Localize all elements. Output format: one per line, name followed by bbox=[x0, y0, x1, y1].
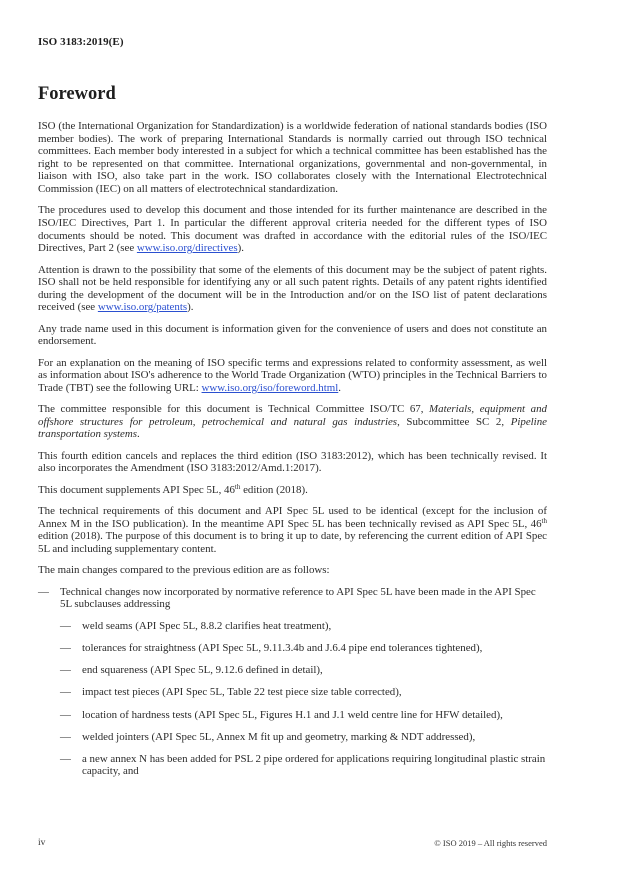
changes-list bbox=[38, 586, 547, 778]
superscript: th bbox=[541, 516, 547, 525]
paragraph-text: edition (2018). The purpose of this document is to bring it up to date, by referencing the current edition of API Spec 5L and including supplementary content. bbox=[38, 530, 547, 555]
dash-bullet: — bbox=[60, 619, 71, 632]
sublist-item-text: a new annex N has been added for PSL 2 pipe ordered for applications requiring longitudinal plastic strain capacity, and bbox=[82, 752, 546, 778]
paragraph-text: This document supplements API Spec 5L, 46 bbox=[38, 483, 235, 496]
paragraph-text: Attention is drawn to the possibility that some of the elements of this document may be the subject of patent rights. ISO shall not be held responsible for identifying any or all such patent rights. Details of any patent rights identified during the development of the document will be in the Introduction and/or on the ISO list of patent declarations received (see bbox=[38, 263, 547, 314]
dash-bullet: — bbox=[60, 686, 71, 699]
page-title: Foreword bbox=[38, 84, 116, 104]
paragraph-text: For an explanation on the meaning of ISO specific terms and expressions related to conformity assessment, as well as information about ISO's adherence to the World Trade Organization (WTO) principles in the Technical Barriers to Trade (TBT) see the following URL: bbox=[38, 356, 547, 394]
paragraph-text: The technical requirements of this document and API Spec 5L used to be identical (except for the inclusion of Annex M in the ISO publication). In the meantime API Spec 5L has been technically revised as API Spec 5L, 46 bbox=[38, 505, 547, 530]
paragraph-conformity bbox=[38, 357, 547, 395]
dash-bullet: — bbox=[38, 585, 49, 598]
sublist-item-text: impact test pieces (API Spec 5L, Table 22 test piece size table corrected), bbox=[82, 686, 402, 699]
paragraph-text: . bbox=[338, 381, 342, 394]
page-number: iv bbox=[38, 838, 46, 848]
paragraph-supplements bbox=[38, 484, 547, 497]
list-item bbox=[38, 586, 547, 778]
paragraph-procedures bbox=[38, 204, 547, 254]
sublist-item-text: tolerances for straightness (API Spec 5L, 9.11.3.4b and J.6.4 pipe end tolerances tightened), bbox=[82, 641, 483, 654]
sublist-item bbox=[60, 664, 547, 677]
paragraph-text: ). bbox=[237, 242, 244, 255]
sublist-item bbox=[60, 642, 547, 655]
dash-bullet: — bbox=[60, 708, 71, 721]
directives-link[interactable]: www.iso.org/directives bbox=[136, 242, 238, 255]
paragraph-text: , Subcommittee SC 2, bbox=[397, 415, 511, 428]
changes-sublist bbox=[60, 620, 547, 778]
sublist-item bbox=[60, 753, 547, 778]
document-id-header: ISO 3183:2019(E) bbox=[38, 36, 124, 48]
patents-link[interactable]: www.iso.org/patents bbox=[97, 301, 188, 314]
foreword-link[interactable]: www.iso.org/iso/foreword.html bbox=[201, 381, 339, 394]
dash-bullet: — bbox=[60, 641, 71, 654]
sublist-item-text: welded jointers (API Spec 5L, Annex M fit up and geometry, marking & NDT addressed), bbox=[82, 730, 476, 743]
list-item-text: Technical changes now incorporated by normative reference to API Spec 5L have been made in the API Spec 5L subclauses addressing bbox=[60, 585, 536, 611]
paragraph-iso-intro: ISO (the International Organization for Standardization) is a worldwide federation of national standards bodies (ISO member bodies). The work of preparing International Standards is normally carried out through ISO technical committees. Each member body interested in a subject for which a technical committee has been established has the right to be represented on that committee. International organizations, governmental and non-governmental, in liaison with ISO, also take part in the work. ISO collaborates closely with the International Electrotechnical Commission (IEC) on all matters of electrotechnical standardization. bbox=[38, 120, 547, 195]
paragraph-text: The committee responsible for this document is Technical Committee ISO/TC 67, bbox=[38, 403, 430, 416]
foreword-body bbox=[38, 120, 547, 788]
paragraph-edition: This fourth edition cancels and replaces the third edition (ISO 3183:2012), which has been technically revised. It also incorporates the Amendment (ISO 3183:2012/Amd.1:2017). bbox=[38, 449, 547, 475]
paragraph-text: edition (2018). bbox=[240, 483, 308, 496]
paragraph-patents bbox=[38, 264, 547, 314]
superscript: th bbox=[234, 482, 241, 491]
sublist-item bbox=[60, 709, 547, 722]
paragraph-trade-name: Any trade name used in this document is information given for the convenience of users and does not constitute an endorsement. bbox=[38, 322, 547, 348]
sublist-item bbox=[60, 731, 547, 744]
subcommittee-title: Pipeline transportation systems bbox=[38, 415, 547, 441]
paragraph-text: . bbox=[136, 428, 140, 441]
paragraph-text: ). bbox=[187, 301, 194, 314]
dash-bullet: — bbox=[60, 730, 71, 743]
sublist-item bbox=[60, 686, 547, 699]
sublist-item bbox=[60, 620, 547, 633]
dash-bullet: — bbox=[60, 664, 71, 677]
sublist-item-text: location of hardness tests (API Spec 5L, Figures H.1 and J.1 weld centre line for HFW detailed), bbox=[82, 708, 503, 721]
paragraph-main-changes: The main changes compared to the previous edition are as follows: bbox=[38, 564, 330, 577]
sublist-item-text: weld seams (API Spec 5L, 8.8.2 clarifies heat treatment), bbox=[82, 619, 332, 632]
paragraph-text: The procedures used to develop this document and those intended for its further maintenance are described in the ISO/IEC Directives, Part 1. In particular the different approval criteria needed for the different types of ISO documents should be noted. This document was drafted in accordance with the editorial rules of the ISO/IEC Directives, Part 2 (see bbox=[38, 204, 547, 255]
dash-bullet: — bbox=[60, 752, 71, 765]
paragraph-technical-requirements bbox=[38, 505, 547, 555]
committee-title: Materials, equipment and offshore structures for petroleum, petrochemical and natural gas industries bbox=[38, 403, 547, 428]
sublist-item-text: end squareness (API Spec 5L, 9.12.6 defined in detail), bbox=[82, 664, 323, 677]
copyright-notice: © ISO 2019 – All rights reserved bbox=[434, 838, 547, 848]
paragraph-committee bbox=[38, 403, 547, 441]
